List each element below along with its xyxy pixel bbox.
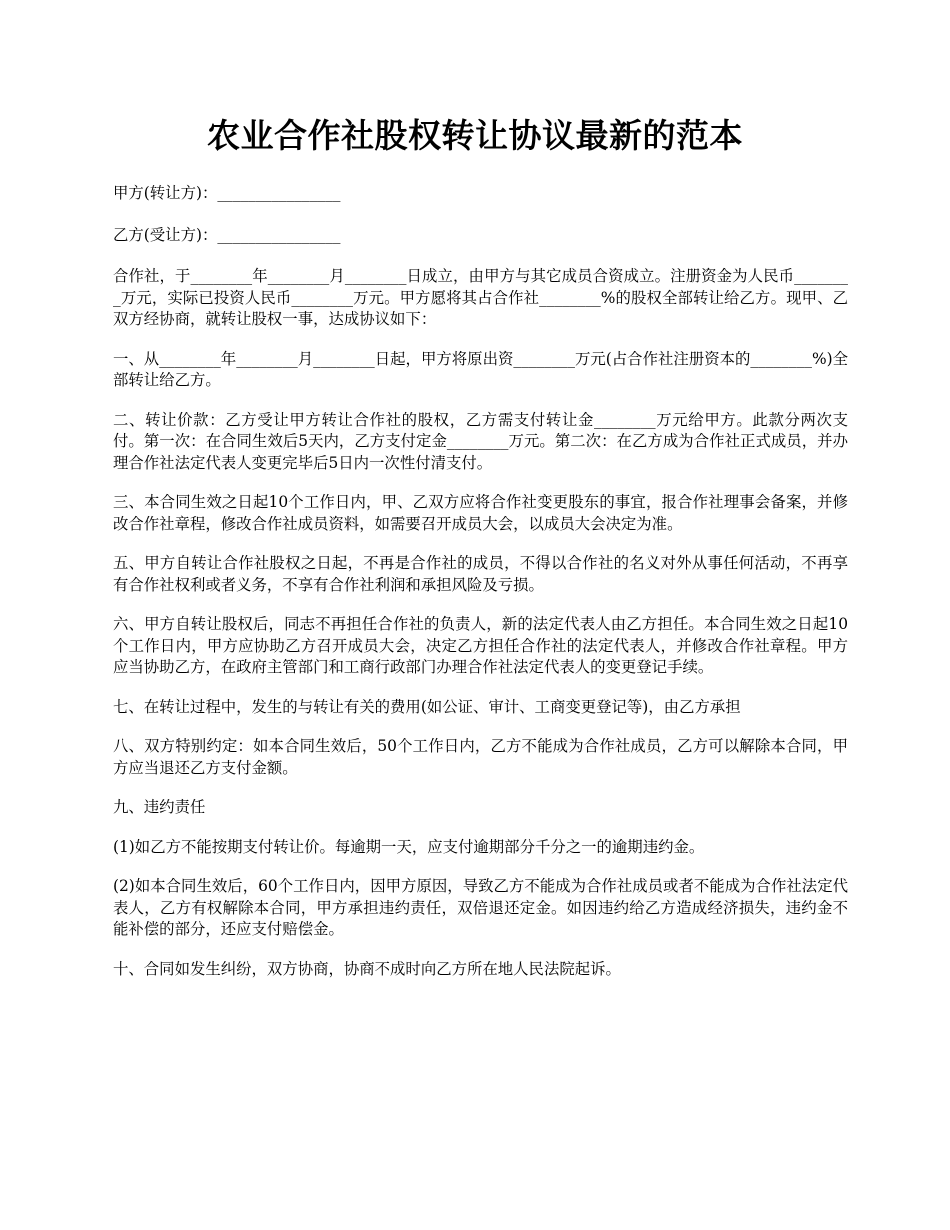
party-b-line: 乙方(受让方)：________________ [113,225,341,244]
clause-6: 六、甲方自转让股权后，同志不再担任合作社的负责人，新的法定代表人由乙方担任。本合同生效之日起10个工作日内，甲方应协助乙方召开成员大会，决定乙方担任合作社的法定代表人，并修改合作社章程。甲方应当协助乙方，在政府主管部门和工商行政部门办理合作社法定代表人的变更登记手续。 [113,615,848,676]
party-a-line: 甲方(转让方)：________________ [113,184,341,202]
preamble-paragraph: 合作社，于________年________月________日成立，由甲方与其它成员合资成立。注册资金为人民币________万元，实际已投资人民币________万元。甲方愿将其占合作社________%的股权全部转让给乙方。现甲、乙双方经协商，就转让股权一事，达成协议如下： [113,267,848,328]
clause-7: 七、在转让过程中，发生的与转让有关的费用(如公证、审计、工商变更登记等)，由乙方承担 [113,697,741,716]
clause-3: 三、本合同生效之日起10个工作日内，甲、乙双方应将合作社变更股东的事宜，报合作社理事会备案，并修改合作社章程，修改合作社成员资料，如需要召开成员大会，以成员大会决定为准。 [113,493,848,533]
clause-1: 一、从________年________月________日起，甲方将原出资________万元(占合作社注册资本的________%)全部转让给乙方。 [113,349,848,389]
clause-2: 二、转让价款：乙方受让甲方转让合作社的股权，乙方需支付转让金________万元给甲方。此款分两次支付。第一次：在合同生效后5天内，乙方支付定金________万元。第二次：在乙方成为合作社正式成员，并办理合作社法定代表人变更完毕后5日内一次性付清支付。 [113,410,848,472]
clause-10: 十、合同如发生纠纷，双方协商，协商不成时向乙方所在地人民法院起诉。 [113,959,621,978]
clause-8: 八、双方特别约定：如本合同生效后，50个工作日内，乙方不能成为合作社成员，乙方可以解除本合同，甲方应当退还乙方支付金额。 [113,737,848,777]
clause-9-item-1: (1)如乙方不能按期支付转让价。每逾期一天，应支付逾期部分千分之一的逾期违约金。 [113,837,705,856]
clause-5: 五、甲方自转让合作社股权之日起，不再是合作社的成员，不得以合作社的名义对外从事任何活动，不再享有合作社权利或者义务，不享有合作社利润和承担风险及亏损。 [113,554,848,594]
document-body [113,183,848,998]
clause-9-heading: 九、违约责任 [113,798,206,816]
document-title: 农业合作社股权转让协议最新的范本 [207,116,743,155]
clause-9-item-2: (2)如本合同生效后，60个工作日内，因甲方原因，导致乙方不能成为合作社成员或者不能成为合作社法定代表人，乙方有权解除本合同，甲方承担违约责任，双倍退还定金。如因违约给乙方造成经济损失，违约金不能补偿的部分，还应支付赔偿金。 [113,877,848,938]
